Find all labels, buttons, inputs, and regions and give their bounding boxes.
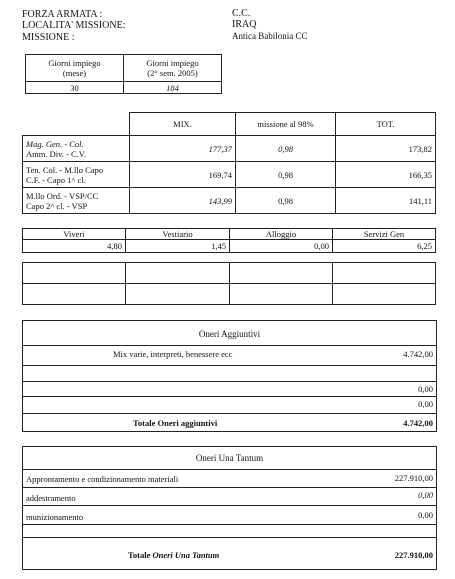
total-value: 4.742,00 <box>403 418 433 428</box>
oneri-aggiuntivi-row <box>23 381 436 397</box>
una-tantum-row <box>23 524 436 537</box>
oneri-una-tantum-title: Oneri Una Tantum <box>195 453 264 463</box>
missione-value: Antica Babilonia CC <box>232 31 308 41</box>
row-value: 0,00 <box>418 384 433 394</box>
tot-value: 141,11 <box>336 188 436 214</box>
grade-cell: M.llo Ord. - VSP/CC Capo 2^ cl. - VSP <box>23 188 130 214</box>
forza-armata-label: FORZA ARMATA : <box>22 9 103 20</box>
giorni-sem-value: 184 <box>124 82 222 94</box>
servizi-table <box>22 228 436 253</box>
row-value: 0,00 <box>418 490 433 500</box>
mix-value: 143,99 <box>130 188 236 214</box>
missione-header: missione al 98% <box>236 113 336 136</box>
vestiario-value: 1,45 <box>126 240 230 253</box>
grade-cell: Ten. Col. - M.llo Capo C.F. - Capo 1^ cl. <box>23 162 130 188</box>
giorni-sem-header: Giorni impiego (2° sem. 2005) <box>124 55 222 82</box>
empty-grid <box>22 262 436 305</box>
oneri-aggiuntivi-row <box>23 345 436 366</box>
giorni-mese-value: 30 <box>26 82 124 94</box>
alloggio-header: Alloggio <box>230 229 333 240</box>
una-tantum-total <box>23 537 436 568</box>
una-tantum-row <box>23 469 436 488</box>
row-value: 0,00 <box>418 399 433 409</box>
servizi-gen-header: Servizi Gen <box>333 229 436 240</box>
giorni-table <box>25 54 222 94</box>
forza-armata-value: C.C. <box>232 8 251 19</box>
localita-label: LOCALITA' MISSIONE: <box>22 20 126 31</box>
row-value: 0,00 <box>418 510 433 520</box>
tot-value: 173,82 <box>336 136 436 162</box>
total-label: Totale Oneri aggiuntivi <box>133 418 218 428</box>
row-label: munizionamento <box>26 512 84 522</box>
row-label: addestramento <box>26 493 76 503</box>
grade-cell: Mag. Gen. - Col. Amm. Div. - C.V. <box>23 136 130 162</box>
viveri-value: 4,80 <box>23 240 126 253</box>
oneri-aggiuntivi-row <box>23 365 436 382</box>
row-value: 227.910,00 <box>394 473 433 483</box>
localita-value: IRAQ <box>232 19 257 30</box>
mix-value: 177,37 <box>130 136 236 162</box>
pct-value: 0,98 <box>236 136 336 162</box>
pct-value: 0,98 <box>236 188 336 214</box>
una-tantum-row <box>23 487 436 506</box>
row-value: 4.742,00 <box>403 349 433 359</box>
missione-label: MISSIONE : <box>22 32 75 43</box>
tot-header: TOT. <box>336 113 436 136</box>
oneri-una-tantum-box <box>22 446 437 570</box>
row-label: Mix varie, interpreti, benessere ecc <box>113 349 233 359</box>
total-value: 227.910,00 <box>394 550 433 560</box>
servizi-gen-value: 6,25 <box>333 240 436 253</box>
pct-value: 0,98 <box>236 162 336 188</box>
oneri-aggiuntivi-box <box>22 320 437 432</box>
mix-header: MIX. <box>130 113 236 136</box>
viveri-header: Viveri <box>23 229 126 240</box>
alloggio-value: 0,00 <box>230 240 333 253</box>
row-label: Approntamento e condizionamento materiali <box>26 474 179 484</box>
oneri-aggiuntivi-title: Oneri Aggiuntivi <box>198 329 261 339</box>
oneri-aggiuntivi-total <box>23 413 436 431</box>
total-label: Totale Oneri Una Tantum <box>128 550 220 560</box>
oneri-aggiuntivi-row <box>23 396 436 412</box>
mix-value: 169,74 <box>130 162 236 188</box>
mix-table <box>22 112 436 214</box>
tot-value: 166,35 <box>336 162 436 188</box>
giorni-mese-header: Giorni impiego (mese) <box>26 55 124 82</box>
una-tantum-row <box>23 505 436 525</box>
vestiario-header: Vestiario <box>126 229 230 240</box>
